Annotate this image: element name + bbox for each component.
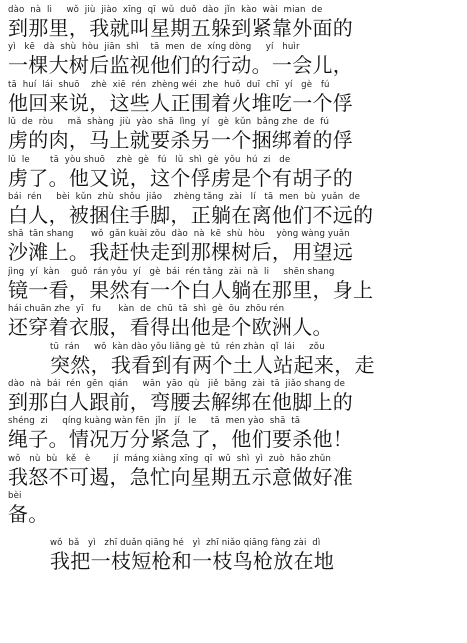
- pinyin-row: tā huí lái shuō zhè xiē rén zhèng wéi zhe huǒ duī chī yí gè fú: [8, 79, 330, 90]
- pinyin-row: lǔ le tā yòu shuō zhè gè fú lǔ shì gè yǒu hú zi de: [8, 154, 291, 165]
- text-line: [8, 4, 459, 41]
- pinyin-row: shéng zi qíng kuàng wàn fēn jǐn jí le tā men yào shā tā: [8, 416, 301, 427]
- hanzi-row: 绳子。情况万分紧急了，他们要杀他！: [8, 427, 354, 452]
- pinyin-row: wǒ nù bù kě è jí máng xiàng xīng qī wǔ shì yì zuò hǎo zhǔn: [8, 453, 331, 464]
- text-line: [8, 116, 459, 153]
- hanzi-row: 白人，被捆住手脚，正躺在离他们不远的: [8, 202, 374, 227]
- pinyin-row: bái rén bèi kǔn zhù shǒu jiǎo zhèng tǎng zài lí tā men bù yuǎn de: [8, 191, 361, 202]
- pinyin-row: bèi: [8, 491, 22, 502]
- pinyin-row: tū rán wǒ kàn dào yǒu liǎng gè tǔ rén zhàn qǐ lái zǒu: [50, 341, 325, 352]
- hanzi-row: 我怒不可遏，急忙向星期五示意做好准: [8, 464, 354, 489]
- text-line: [8, 154, 459, 191]
- hanzi-row: 虏的肉，马上就要杀另一个捆绑着的俘: [8, 128, 354, 153]
- hanzi-row: 我把一枝短枪和一枝鸟枪放在地: [50, 549, 335, 574]
- pinyin-row: yì kē dà shù hòu jiān shì tā men de xíng dòng yí huìr: [8, 42, 300, 53]
- pinyin-row: lǔ de ròu mǎ shàng jiù yào shā lìng yí gè kǔn bǎng zhe de fú: [8, 117, 330, 128]
- text-line: [8, 453, 459, 490]
- text-line: [8, 303, 459, 340]
- hanzi-row: 虏了。他又说，这个俘虏是个有胡子的: [8, 165, 354, 190]
- hanzi-row: 镜一看，果然有一个白人躺在那里，身上: [8, 277, 374, 302]
- text-line: [8, 415, 459, 452]
- text-line: [8, 266, 459, 303]
- hanzi-row: 备。: [8, 502, 49, 527]
- pinyin-row: hái chuān zhe yī fu kàn de chū tā shì gè ōu zhōu rén: [8, 304, 285, 315]
- text-line: [8, 537, 459, 574]
- pinyin-row: shā tān shang wǒ gǎn kuài zǒu dào nà kē shù hòu yòng wàng yuǎn: [8, 229, 350, 240]
- text-line: [8, 79, 459, 116]
- hanzi-row: 突然，我看到有两个土人站起来，走: [50, 352, 375, 377]
- hanzi-row: 沙滩上。我赶快走到那棵树后，用望远: [8, 240, 354, 265]
- pinyin-row: jìng yí kàn guǒ rán yǒu yí gè bái rén tǎng zài nà li shēn shang: [8, 266, 335, 277]
- pinyin-row: dào nà li wǒ jiù jiào xīng qī wǔ duǒ dào jǐn kào wài mian de: [8, 5, 323, 15]
- text-line: [8, 41, 459, 78]
- text-line: [8, 490, 459, 527]
- text-line: [8, 191, 459, 228]
- text-line: [8, 228, 459, 265]
- pinyin-row: dào nà bái rén gēn qián wān yāo qù jiě bǎng zài tā jiǎo shang de: [8, 378, 346, 389]
- hanzi-row: 到那里，我就叫星期五躲到紧靠外面的: [8, 16, 354, 40]
- hanzi-row: 一棵大树后监视他们的行动。一会儿，: [8, 53, 354, 78]
- hanzi-row: 到那白人跟前，弯腰去解绑在他脚上的: [8, 389, 354, 414]
- hanzi-row: 还穿着衣服，看得出他是个欧洲人。: [8, 315, 333, 340]
- text-line: [8, 341, 459, 378]
- text-line: [8, 378, 459, 415]
- pinyin-row: wǒ bǎ yì zhī duǎn qiāng hé yì zhī niǎo qiāng fàng zài dì: [50, 538, 321, 549]
- hanzi-row: 他回来说，这些人正围着火堆吃一个俘: [8, 90, 354, 115]
